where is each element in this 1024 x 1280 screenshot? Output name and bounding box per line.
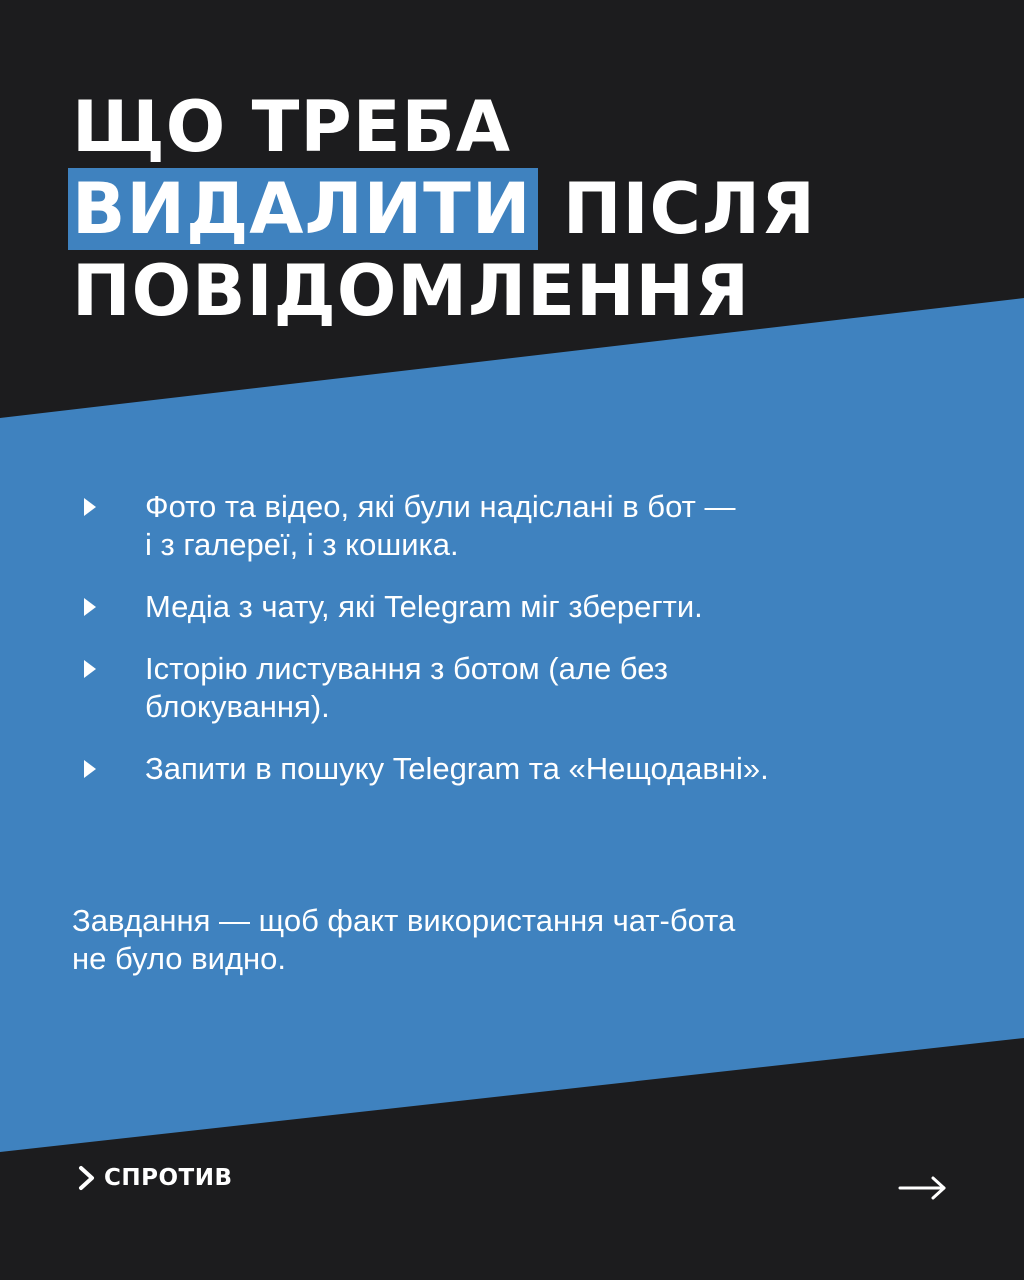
bullet-text: Медіа з чату, які Telegram міг зберегти.: [145, 589, 703, 624]
list-item: [84, 488, 884, 564]
list-item: [84, 588, 884, 626]
title-line-1: ЩО ТРЕБА: [72, 86, 512, 168]
list-item: [84, 750, 884, 788]
title-line-2-rest: ПІСЛЯ: [562, 168, 816, 250]
title-line-3: ПОВІДОМЛЕННЯ: [72, 250, 751, 332]
chevron-right-icon: [76, 1165, 98, 1191]
bullet-text: Історію листування з ботом (але без блокування).: [145, 651, 668, 724]
triangle-bullet-icon: [84, 660, 96, 678]
brand-name: СПРОТИВ: [104, 1165, 233, 1191]
arrow-right-icon[interactable]: [898, 1174, 948, 1202]
triangle-bullet-icon: [84, 760, 96, 778]
bullet-text: Запити в пошуку Telegram та «Нещодавні».: [145, 751, 769, 786]
task-note: Завдання — щоб факт використання чат-бота не було видно.: [72, 903, 736, 976]
page-title: [72, 86, 816, 332]
bullet-text: Фото та відео, які були надіслані в бот — і з галереї, і з кошика.: [145, 489, 736, 562]
triangle-bullet-icon: [84, 498, 96, 516]
list-item: [84, 650, 884, 726]
brand-logo: [76, 1165, 233, 1191]
title-highlight: ВИДАЛИТИ: [68, 168, 538, 250]
title-line-2: [72, 168, 816, 250]
bullet-list: [84, 488, 884, 812]
triangle-bullet-icon: [84, 598, 96, 616]
